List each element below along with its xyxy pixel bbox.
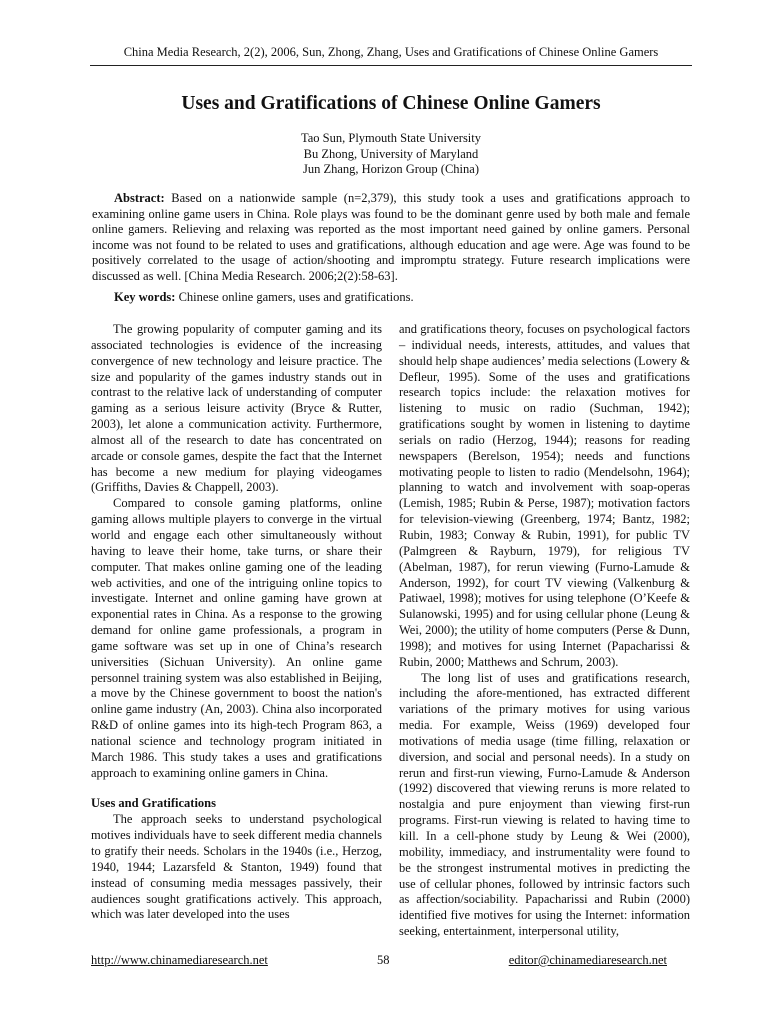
abstract-label: Abstract: xyxy=(114,191,165,205)
body-paragraph: and gratifications theory, focuses on psychological factors – individual needs, interests, attitudes, and values that should help shape audiences’ media selections (Lowery & Defleur, 1995). Some of the uses and gratifications research topics include: the relaxation motives for listening to music on radio (Suchman, 1942); gratifications sought by women in listening to daytime serials on radio (Herzog, 1944); reasons for reading newspapers (Berelson, 1954); needs and functions motivating people to listen to radio (Mendelsohn, 1964); planning to watch and involvement with soap-operas (Lemish, 1985; Rubin & Perse, 1987); motivation factors for television-viewing (Greenberg, 1974; Bantz, 1982; Rubin, 1983; Conway & Rubin, 1991), for public TV (Palmgreen & Rayburn, 1979), for religious TV (Abelman, 1987), for rerun viewing (Furno-Lamude & Anderson, 1992), for court TV viewing (Valkenburg & Patiwael, 1998); motives for using telephone (O’Keefe & Sulanowski, 1995) and for using cellular phone (Leung & Wei, 2000); the utility of home computers (Perse & Dunn, 1998); and motives for using Internet (Papacharissi & Rubin, 2000; Matthews and Schrum, 2003). xyxy=(399,322,690,669)
body-paragraph: The growing popularity of computer gaming and its associated technologies is evidence of the increasing convergence of new technology and leisure practice. The size and popularity of the games industry stands out in contrast to the relative lack of understanding of computer gaming as a serious leisure activity (Bryce & Rutter, 2003), let alone a communication activity. Furthermore, almost all of the research to date has concentrated on arcade or console games, despite the fact that the Internet has become a new medium for playing videogames (Griffiths, Davies & Chappell, 2003). xyxy=(91,322,382,495)
section-heading: Uses and Gratifications xyxy=(91,796,216,811)
body-column-left xyxy=(91,322,382,923)
abstract-text: Based on a nationwide sample (n=2,379), this study took a uses and gratifications approach to examining online game users in China. Role plays was found to be the dominant genre used by both male and female online gamers. Relieving and relaxing was reported as the most important need gained by online gamers. Personal income was not found to be related to uses and gratifications, although education and age were. Age was found to be positively correlated to the usage of action/shooting and impromptu strategy. Future research implications were discussed as well. [China Media Research. 2006;2(2):58-63]. xyxy=(92,191,690,283)
author-line: Jun Zhang, Horizon Group (China) xyxy=(302,162,479,176)
paper-title: Uses and Gratifications of Chinese Online Gamers xyxy=(181,93,601,114)
body-paragraph: Compared to console gaming platforms, online gaming allows multiple players to converge in the virtual world and engage each other simultaneously without having to leave their home, take turns, or share their computer. That makes online gaming one of the leading web activities, and one of the intriguing online topics to investigate. Internet and online gaming have grown at exponential rates in China. As a response to the growing demand for online game professionals, a program in game software was set up in one of China’s research universities (Sichuan University). An online game personnel training system was also established in Beijing, a move by the Chinese government to boost the nation's online game industry (An, 2003). China also incorporated R&D of online games into its high-tech Program 863, a national science and technology program initiated in March 1986. This study takes a uses and gratifications approach to examining online gamers in China. xyxy=(91,496,382,780)
running-header: China Media Research, 2(2), 2006, Sun, Zhong, Zhang, Uses and Gratifications of Chinese Online Gamers xyxy=(90,45,692,66)
author-line: Bu Zhong, University of Maryland xyxy=(303,146,479,161)
body-paragraph: The long list of uses and gratifications research, including the afore-mentioned, has extracted different variations of the primary motives for using various media. For example, Weiss (1969) developed four motivations of media usage (time filling, relaxation or diversion, and social and personal needs). In a study on rerun and first-run viewing, Furno-Lamude & Anderson (1992) discovered that viewing reruns is more related to nostalgia and pure enjoyment than viewing first-run programs. First-run viewing is related to having time to kill. In a cell-phone study by Leung & Wei (2000), mobility, immediacy, and instrumentality were found to be the strongest instrumental motives in predicting the use of cellular phones, followed by intrinsic factors such as affection/sociability. Papacharissi and Rubin (2000) identified five motives for using the Internet: information seeking, entertainment, interpersonal utility, xyxy=(399,670,690,939)
email-link[interactable]: editor@chinamediaresearch.net xyxy=(508,953,667,967)
body-column-right xyxy=(399,322,690,940)
author-line: Tao Sun, Plymouth State University xyxy=(300,131,482,145)
page-footer xyxy=(91,953,667,968)
abstract xyxy=(92,191,690,284)
author-list xyxy=(60,131,722,178)
keywords-label: Key words: xyxy=(114,290,176,304)
website-link[interactable]: http://www.chinamediaresearch.net xyxy=(91,953,268,967)
body-paragraph: The approach seeks to understand psychological motives individuals have to seek different media channels to gratify their needs. Scholars in the 1940s (i.e., Herzog, 1940, 1944; Lazarsfeld & Stanton, 1949) found that instead of consuming media messages passively, their audiences sought gratifications actively. This approach, which was later developed into the uses xyxy=(91,812,382,922)
keywords xyxy=(92,290,690,306)
keywords-text: Chinese online gamers, uses and gratifications. xyxy=(175,290,414,304)
page-number: 58 xyxy=(377,953,390,967)
